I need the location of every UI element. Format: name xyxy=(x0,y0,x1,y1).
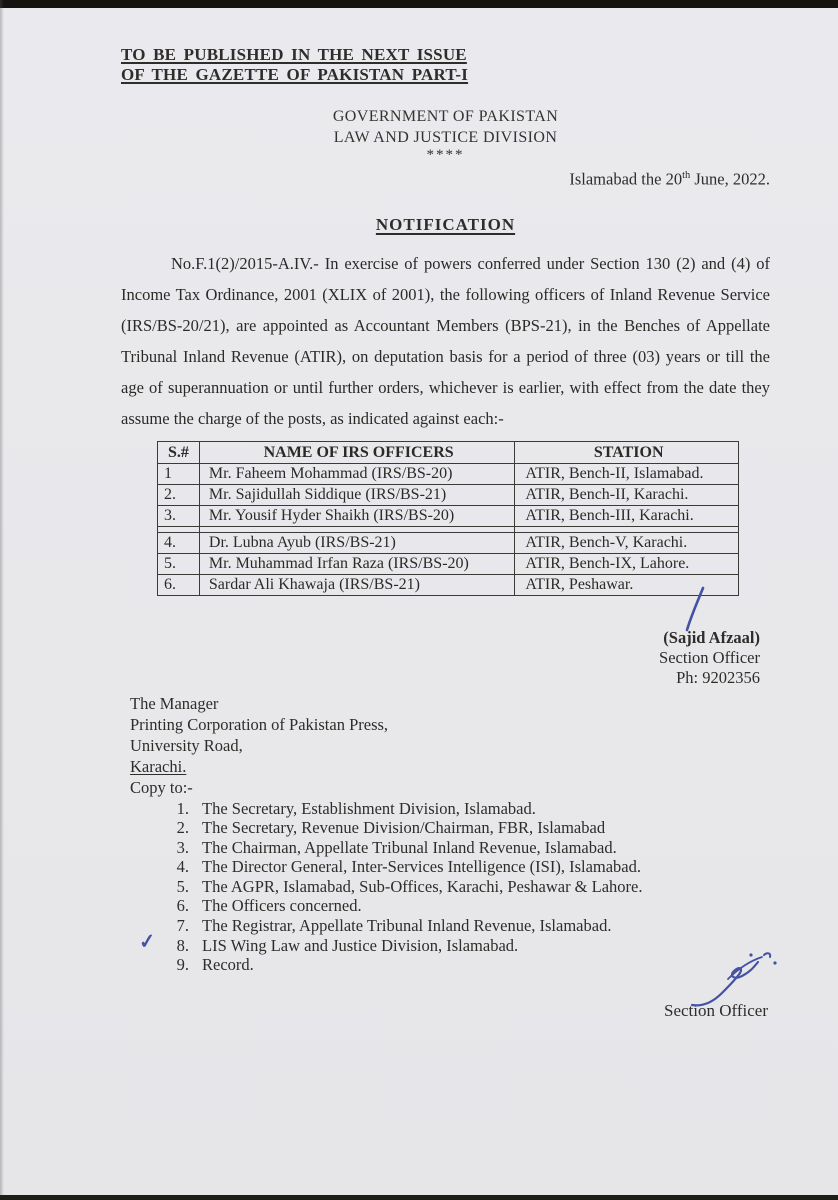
signatory-title: Section Officer xyxy=(663,1000,768,1020)
cell-serial: 3. xyxy=(158,505,200,526)
signature-block-bottom xyxy=(121,1001,768,1021)
publish-notice xyxy=(121,45,770,85)
signature-block-top xyxy=(121,628,760,688)
cell-station: ATIR, Bench-III, Karachi. xyxy=(515,505,739,526)
cell-officer-name: Mr. Yousif Hyder Shaikh (IRS/BS-20) xyxy=(199,505,514,526)
cell-officer-name: Sardar Ali Khawaja (IRS/BS-21) xyxy=(199,574,514,595)
cell-station: ATIR, Bench-II, Islamabad. xyxy=(515,463,739,484)
publish-notice-line1: TO BE PUBLISHED IN THE NEXT ISSUE xyxy=(121,45,467,64)
copy-distribution-list xyxy=(137,798,770,975)
table-row xyxy=(158,463,739,484)
addressee-city: Karachi. xyxy=(130,756,187,776)
publish-notice-line2: OF THE GAZETTE OF PAKISTAN PART-I xyxy=(121,65,469,84)
list-item: ✓ 8. LIS Wing Law and Justice Division, Islamabad. xyxy=(137,929,519,955)
cell-station: ATIR, Bench-II, Karachi. xyxy=(515,484,739,505)
date-line xyxy=(121,166,770,190)
column-header-station: STATION xyxy=(515,441,739,463)
list-item: 2. The Secretary, Revenue Division/Chairman, FBR, Islamabad xyxy=(176,818,606,838)
cell-station: ATIR, Bench-V, Karachi. xyxy=(515,532,739,553)
cell-serial: 4. xyxy=(158,532,200,553)
copy-to-label: Copy to:- xyxy=(130,777,193,797)
date-prefix: Islamabad the 20 xyxy=(569,169,683,189)
cell-serial: 5. xyxy=(158,553,200,574)
list-item: 4. The Director General, Inter-Services Intelligence (ISI), Islamabad. xyxy=(176,857,642,877)
addressee-line: University Road, xyxy=(130,735,243,755)
handwritten-signature-icon xyxy=(684,949,780,1016)
signatory-name: (Sajid Afzaal) xyxy=(663,627,760,647)
organization-block xyxy=(121,106,770,162)
table-header-row xyxy=(158,441,739,463)
list-item: 9. Record. xyxy=(176,955,254,975)
column-header-name: NAME OF IRS OFFICERS xyxy=(199,441,514,463)
table-row xyxy=(158,574,739,595)
list-item: 1. The Secretary, Establishment Division, Islamabad. xyxy=(176,798,536,818)
cell-serial: 1 xyxy=(158,463,200,484)
cell-station: ATIR, Peshawar. xyxy=(515,574,739,595)
table-row xyxy=(158,553,739,574)
notification-body-paragraph: No.F.1(2)/2015-A.IV.- In exercise of powers conferred under Section 130 (2) and (4) of Income Tax Ordinance, 2001 (XLIX of 2001), the following officers of Inland Revenue Service (IRS/BS-20/21), are appointed as Accountant Members (BPS-21), in the Benches of Appellate Tribunal Inland Revenue (ATIR), on deputation basis for a period of three (03) years or till the age of superannuation or until further orders, whichever is earlier, with effect from the date they assume the charge of the posts, as indicated against each:- xyxy=(121,253,770,428)
scan-edge-bottom xyxy=(0,1195,838,1200)
list-item: 7. The Registrar, Appellate Tribunal Inland Revenue, Islamabad. xyxy=(176,916,612,936)
pen-stroke-signature-icon xyxy=(682,586,708,637)
date-ordinal: th xyxy=(682,170,691,181)
column-header-serial: S.# xyxy=(158,441,200,463)
officers-table xyxy=(157,441,739,596)
table-row xyxy=(158,532,739,553)
cell-serial: 2. xyxy=(158,484,200,505)
checkmark-icon: ✓ xyxy=(137,929,157,954)
list-item: 6. The Officers concerned. xyxy=(176,896,362,916)
cell-station: ATIR, Bench-IX, Lahore. xyxy=(515,553,739,574)
cell-officer-name: Mr. Sajidullah Siddique (IRS/BS-21) xyxy=(199,484,514,505)
cell-officer-name: Mr. Muhammad Irfan Raza (IRS/BS-20) xyxy=(199,553,514,574)
table-row xyxy=(158,505,739,526)
cell-serial: 6. xyxy=(158,574,200,595)
org-name: GOVERNMENT OF PAKISTAN xyxy=(332,108,559,125)
cell-officer-name: Dr. Lubna Ayub (IRS/BS-21) xyxy=(199,532,514,553)
cell-officer-name: Mr. Faheem Mohammad (IRS/BS-20) xyxy=(199,463,514,484)
notification-heading: NOTIFICATION xyxy=(375,214,516,234)
addressee-block xyxy=(130,693,770,798)
org-division: LAW AND JUSTICE DIVISION xyxy=(333,129,558,146)
signatory-phone: Ph: 9202356 xyxy=(676,667,760,687)
org-divider-stars: **** xyxy=(426,147,465,163)
list-item: 5. The AGPR, Islamabad, Sub-Offices, Karachi, Peshawar & Lahore. xyxy=(176,876,643,896)
signatory-title: Section Officer xyxy=(659,647,760,667)
table-row xyxy=(158,484,739,505)
list-item: 3. The Chairman, Appellate Tribunal Inland Revenue, Islamabad. xyxy=(176,837,617,857)
addressee-line: Printing Corporation of Pakistan Press, xyxy=(130,714,389,734)
addressee-line: The Manager xyxy=(130,693,219,713)
date-suffix: June, 2022. xyxy=(690,169,770,189)
